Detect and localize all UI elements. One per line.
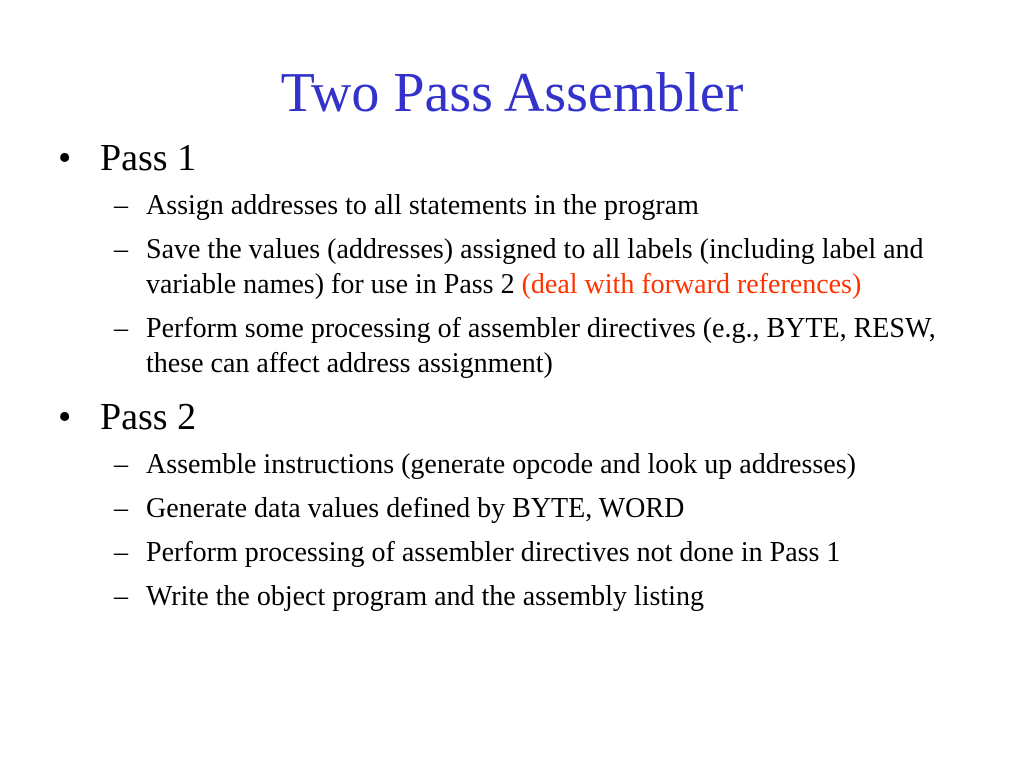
list-item	[58, 188, 978, 223]
section-pass-1	[58, 134, 978, 381]
item-text: Write the object program and the assembly listing	[146, 581, 704, 612]
list-item	[58, 535, 978, 570]
list-item	[58, 447, 978, 482]
item-text: Perform processing of assembler directives not done in Pass 1	[146, 537, 841, 568]
bullet-pass-2	[58, 393, 978, 441]
slide-content	[58, 134, 978, 626]
bullet-label: Pass 1	[100, 137, 197, 179]
bullet-icon: •	[58, 396, 72, 438]
bullet-pass-1	[58, 134, 978, 182]
dash-icon: –	[114, 537, 128, 568]
sub-list	[58, 188, 978, 381]
item-text: Save the values (addresses) assigned to all labels (including label and variable names) for use in Pass 2	[146, 234, 924, 300]
bullet-label: Pass 2	[100, 396, 197, 438]
item-text: Generate data values defined by BYTE, WORD	[146, 493, 685, 524]
slide-title: Two Pass Assembler	[280, 62, 744, 124]
sub-list	[58, 447, 978, 614]
section-pass-2	[58, 393, 978, 614]
item-text: Assign addresses to all statements in the program	[146, 190, 699, 221]
list-item	[58, 579, 978, 614]
item-text: Perform some processing of assembler directives (e.g., BYTE, RESW, these can affect address assignment)	[146, 313, 936, 379]
dash-icon: –	[114, 313, 128, 344]
dash-icon: –	[114, 581, 128, 612]
list-item	[58, 232, 978, 302]
item-text: Assemble instructions (generate opcode and look up addresses)	[146, 449, 856, 480]
dash-icon: –	[114, 449, 128, 480]
dash-icon: –	[114, 234, 128, 265]
dash-icon: –	[114, 190, 128, 221]
dash-icon: –	[114, 493, 128, 524]
bullet-icon: •	[58, 137, 72, 179]
item-highlight-text: (deal with forward references)	[521, 269, 862, 300]
list-item	[58, 491, 978, 526]
list-item	[58, 311, 978, 381]
